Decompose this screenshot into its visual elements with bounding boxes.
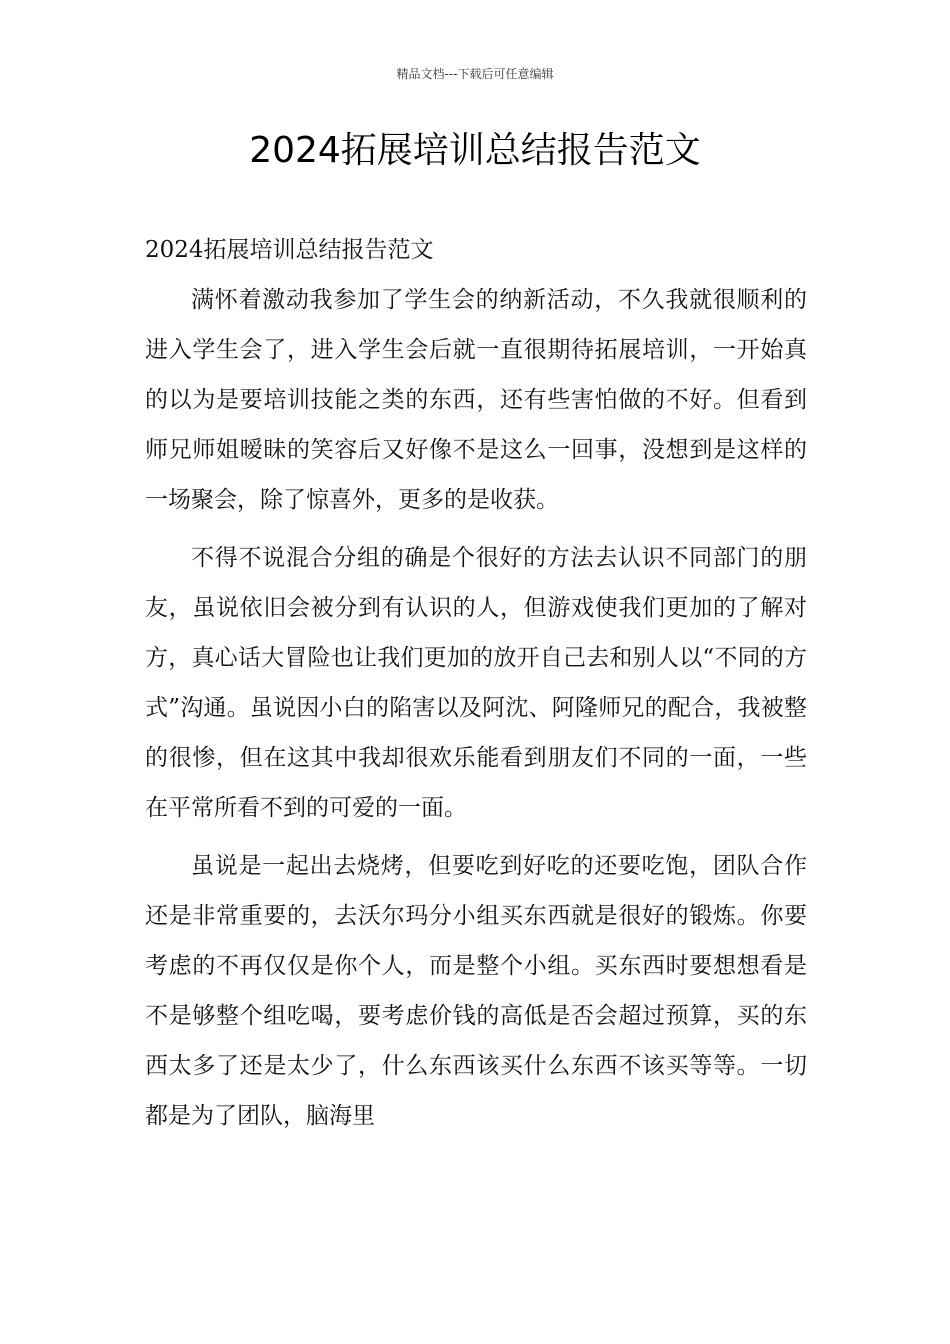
paragraph-2: 不得不说混合分组的确是个很好的方法去认识不同部门的朋友，虽说依旧会被分到有认识的人，但游戏使我们更加的了解对方，真心话大冒险也让我们更加的放开自己去和别人以“不同的方式”沟通。虽说因小白的陷害以及阿沈、阿隆师兄的配合，我被整的很惨，但在这其中我却很欢乐能看到朋友们不同的一面，一些在平常所看不到的可爱的一面。 xyxy=(145,545,807,821)
document-body xyxy=(145,225,807,1141)
document-title: 2024拓展培训总结报告范文 xyxy=(249,130,701,171)
paragraph-1: 满怀着激动我参加了学生会的纳新活动，不久我就很顺利的进入学生会了，进入学生会后就一直很期待拓展培训，一开始真的以为是要培训技能之类的东西，还有些害怕做的不好。但看到师兄师姐暧昧的笑容后又好像不是这么一回事，没想到是这样的一场聚会，除了惊喜外，更多的是收获。 xyxy=(145,287,807,513)
header-note: 精品文档---下载后可任意编辑 xyxy=(396,67,554,81)
document-subtitle: 2024拓展培训总结报告范文 xyxy=(145,237,434,263)
paragraph-3: 虽说是一起出去烧烤，但要吃到好吃的还要吃饱，团队合作还是非常重要的，去沃尔玛分小组买东西就是很好的锻炼。你要考虑的不再仅仅是你个人，而是整个小组。买东西时要想想看是不是够整个组吃喝，要考虑价钱的高低是否会超过预算，买的东西太多了还是太少了，什么东西该买什么东西不该买等等。一切都是为了团队，脑海里 xyxy=(145,853,807,1129)
